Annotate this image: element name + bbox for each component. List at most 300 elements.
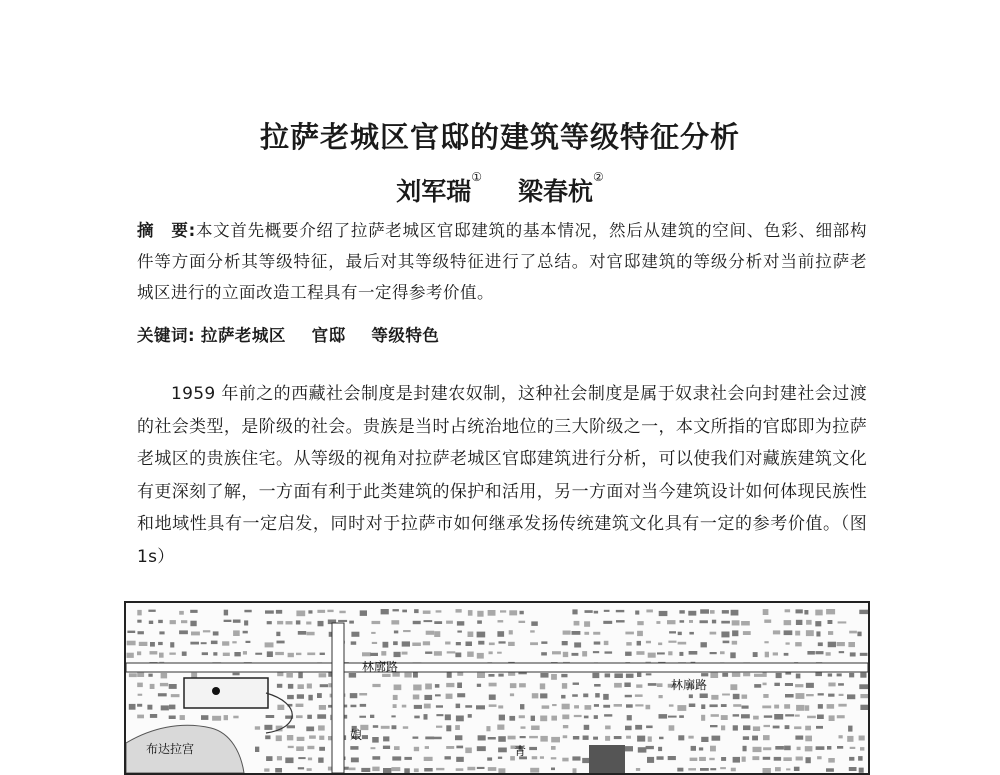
- map-building: [774, 714, 783, 720]
- map-building: [349, 768, 356, 771]
- map-building: [232, 641, 236, 643]
- map-building: [288, 746, 294, 748]
- road-horizontal: [126, 663, 868, 672]
- map-building: [646, 641, 651, 644]
- map-building: [605, 726, 611, 730]
- map-building: [721, 725, 725, 730]
- map-building: [859, 768, 864, 773]
- map-building: [794, 726, 801, 729]
- map-building: [296, 715, 303, 718]
- map-building: [573, 683, 579, 685]
- map-building: [243, 631, 248, 634]
- map-building: [561, 695, 565, 699]
- map-building: [626, 642, 631, 646]
- map-building: [264, 768, 269, 771]
- map-building: [594, 684, 601, 687]
- map-building: [426, 631, 435, 635]
- map-building: [742, 757, 746, 762]
- map-building: [742, 695, 748, 699]
- map-building: [359, 716, 366, 718]
- map-building: [860, 747, 864, 751]
- map-building: [319, 705, 326, 710]
- map-building: [678, 632, 682, 635]
- map-building: [402, 641, 410, 646]
- map-building: [710, 610, 715, 614]
- map-building: [774, 683, 780, 686]
- map-building: [508, 672, 515, 676]
- map-building: [711, 695, 718, 700]
- map-building: [423, 641, 430, 645]
- map-building: [338, 620, 347, 622]
- map-building: [659, 611, 668, 616]
- map-building: [244, 610, 251, 613]
- map-building: [614, 673, 623, 678]
- map-building: [519, 683, 526, 687]
- map-building: [764, 620, 771, 623]
- map-building: [648, 736, 652, 741]
- map-building: [394, 685, 402, 691]
- map-building: [465, 748, 472, 754]
- map-building: [233, 716, 238, 719]
- map-building: [362, 652, 371, 656]
- map-building: [149, 621, 153, 624]
- map-building: [477, 620, 482, 623]
- map-building: [816, 651, 824, 654]
- map-building: [838, 704, 846, 707]
- map-building: [741, 621, 750, 626]
- map-marker-icon: [212, 687, 220, 695]
- map-building: [531, 621, 538, 626]
- map-building: [287, 735, 293, 740]
- map-building: [275, 768, 282, 773]
- map-building: [434, 737, 442, 740]
- map-building: [541, 652, 547, 655]
- map-building: [244, 620, 248, 625]
- map-building: [731, 610, 739, 616]
- map-building: [710, 746, 716, 752]
- map-building: [169, 705, 175, 710]
- map-building: [446, 725, 451, 731]
- map-building: [158, 642, 163, 645]
- map-building: [574, 621, 580, 626]
- map-building: [349, 621, 354, 624]
- map-building: [763, 683, 767, 686]
- map-building: [594, 611, 598, 614]
- map-building: [307, 768, 312, 771]
- map-building: [298, 631, 306, 635]
- map-building: [753, 747, 762, 752]
- map-building: [710, 768, 716, 770]
- map-building: [404, 673, 411, 678]
- map-building: [733, 725, 738, 730]
- map-building: [796, 693, 805, 699]
- map-building: [647, 757, 654, 763]
- map-building: [540, 673, 548, 678]
- map-building: [786, 768, 790, 770]
- map-building: [563, 652, 568, 657]
- map-building: [129, 673, 137, 677]
- map-building: [478, 641, 484, 645]
- map-building: [584, 725, 590, 730]
- map-building: [161, 705, 169, 710]
- map-building: [828, 642, 836, 648]
- map-building: [849, 631, 857, 634]
- map-building: [296, 704, 304, 707]
- map-building: [298, 673, 303, 679]
- map-building: [477, 653, 484, 659]
- map-building: [477, 684, 481, 687]
- map-building: [392, 725, 397, 729]
- map-building: [806, 683, 814, 688]
- map-building: [860, 653, 868, 656]
- map-building: [732, 673, 740, 677]
- map-building: [689, 620, 693, 623]
- map-building: [656, 621, 660, 624]
- map-building: [477, 746, 486, 751]
- map-building: [276, 735, 282, 741]
- map-building: [233, 620, 241, 623]
- map-building: [828, 683, 835, 687]
- map-building: [816, 726, 823, 729]
- map-building: [446, 694, 453, 699]
- map-building: [277, 672, 283, 676]
- map-building: [817, 715, 824, 720]
- map-building: [837, 642, 845, 646]
- map-building: [520, 736, 526, 738]
- map-building: [637, 736, 645, 742]
- map-building: [797, 747, 801, 750]
- map-building: [828, 631, 833, 635]
- map-building: [223, 653, 230, 656]
- map-building: [732, 630, 738, 636]
- map-building: [456, 746, 463, 749]
- map-building: [171, 694, 180, 697]
- map-building: [677, 768, 683, 772]
- map-building: [148, 610, 155, 612]
- map-building: [773, 726, 780, 729]
- map-building: [486, 726, 490, 731]
- map-building: [638, 747, 647, 752]
- map-building: [402, 652, 408, 655]
- map-building: [593, 737, 598, 740]
- map-building: [743, 631, 751, 635]
- map-building: [635, 704, 643, 706]
- map-building: [488, 767, 497, 771]
- map-building: [625, 746, 633, 751]
- map-building: [592, 673, 599, 678]
- author-footnote-mark: ②: [593, 170, 604, 184]
- map-building: [255, 747, 259, 752]
- map-building: [488, 610, 496, 616]
- map-label-vertical: 青: [514, 744, 527, 758]
- map-building: [646, 746, 654, 749]
- map-building: [159, 631, 164, 634]
- map-building: [309, 735, 316, 738]
- map-building: [815, 672, 822, 676]
- map-building: [497, 631, 504, 637]
- map-building: [551, 737, 560, 743]
- map-building: [498, 674, 503, 677]
- map-building: [625, 652, 632, 656]
- map-building: [572, 694, 578, 697]
- map-building: [679, 652, 683, 656]
- map-building: [277, 641, 285, 644]
- map-building: [828, 673, 832, 676]
- map-building: [435, 684, 440, 688]
- map-building: [646, 610, 653, 613]
- map-building: [413, 621, 421, 624]
- map-building: [339, 611, 345, 614]
- map-building: [383, 768, 391, 773]
- map-building: [213, 652, 217, 655]
- map-building: [319, 736, 324, 740]
- map-building: [712, 736, 721, 741]
- map-building: [657, 683, 663, 687]
- map-building: [425, 652, 432, 654]
- map-building: [627, 715, 632, 720]
- map-building: [710, 652, 717, 654]
- map-building: [508, 736, 516, 740]
- map-building: [391, 767, 400, 771]
- map-building: [327, 610, 333, 612]
- map-building: [350, 693, 358, 698]
- map-building: [562, 683, 567, 689]
- map-building: [594, 704, 599, 707]
- map-building: [743, 725, 750, 730]
- map-building: [784, 653, 789, 656]
- map-label-vertical: 娘: [350, 728, 363, 742]
- map-building: [519, 621, 526, 623]
- map-building: [574, 715, 582, 717]
- map-building: [818, 693, 824, 695]
- map-building: [296, 620, 301, 624]
- map-building: [413, 737, 419, 739]
- map-building: [137, 715, 144, 719]
- map-building: [383, 746, 390, 749]
- map-building: [720, 767, 726, 769]
- map-building: [137, 673, 144, 677]
- map-building: [688, 736, 693, 739]
- map-building: [306, 727, 314, 732]
- map-building: [170, 620, 176, 624]
- map-building: [361, 768, 370, 772]
- map-building: [509, 716, 515, 721]
- map-building: [265, 735, 270, 739]
- map-building: [456, 704, 461, 709]
- map-building: [763, 768, 771, 773]
- map-building: [287, 725, 295, 728]
- map-building: [159, 653, 164, 658]
- map-building: [540, 756, 544, 759]
- map-building: [562, 758, 568, 762]
- map-building: [372, 756, 380, 760]
- map-building: [137, 683, 143, 688]
- map-building: [795, 642, 802, 646]
- map-building: [424, 768, 433, 772]
- map-building: [498, 736, 506, 742]
- map-building: [765, 652, 769, 658]
- map-building: [446, 683, 454, 687]
- map-building: [447, 672, 452, 678]
- map-building: [360, 610, 367, 616]
- map-building: [158, 693, 167, 696]
- map-building: [795, 715, 800, 717]
- map-building: [413, 695, 420, 700]
- map-building: [721, 621, 730, 624]
- map-building: [849, 767, 857, 771]
- map-building: [139, 642, 148, 646]
- map-building: [733, 757, 740, 763]
- map-building: [805, 726, 811, 731]
- map-building: [805, 705, 809, 711]
- map-building: [285, 758, 293, 764]
- map-building: [626, 736, 631, 739]
- map-building: [436, 768, 444, 770]
- map-building: [594, 642, 601, 645]
- map-building: [689, 704, 696, 708]
- map-building: [468, 714, 472, 718]
- map-building: [424, 714, 428, 720]
- map-building: [150, 642, 155, 647]
- map-figure: [124, 601, 870, 775]
- map-building: [721, 715, 728, 720]
- map-building: [701, 642, 707, 647]
- map-building: [224, 715, 228, 720]
- map-building: [689, 632, 694, 635]
- map-building: [318, 725, 325, 730]
- map-building: [572, 653, 579, 656]
- map-building: [583, 694, 588, 698]
- map-building: [679, 715, 684, 718]
- map-building: [678, 735, 684, 740]
- map-building: [297, 737, 305, 741]
- map-building: [732, 641, 737, 645]
- map-building: [711, 714, 719, 717]
- map-building: [498, 748, 507, 753]
- map-building: [720, 651, 725, 654]
- abstract-text: 本文首先概要介绍了拉萨老城区官邸建筑的基本情况，然后从建筑的空间、色彩、细部构件等方面分析其等级特征，最后对其等级特征进行了总结。对官邸建筑的等级分析对当前拉萨老城区进行的立面改造工程具有一定得参考价值。: [137, 221, 867, 302]
- map-building: [307, 746, 314, 749]
- map-building: [540, 693, 547, 698]
- map-building: [603, 694, 609, 700]
- map-building: [531, 716, 535, 721]
- map-building: [489, 651, 493, 654]
- map-building: [637, 673, 641, 677]
- map-building: [701, 737, 708, 742]
- map-building: [265, 642, 274, 647]
- map-building: [351, 632, 359, 637]
- map-building: [585, 610, 593, 613]
- map-building: [129, 704, 136, 710]
- map-building: [255, 726, 260, 729]
- map-building: [169, 716, 176, 720]
- map-building: [784, 620, 792, 625]
- map-building: [721, 632, 729, 638]
- map-building: [680, 620, 685, 623]
- keywords-label: 关键词:: [137, 326, 196, 345]
- body-paragraph: 1959 年前之的西藏社会制度是封建农奴制，这种社会制度是属于奴隶社会向封建社会过渡的社会类型，是阶级的社会。贵族是当时占统治地位的三大阶级之一，本文所指的官邸即为拉萨老城区的贵族住宅。从等级的视角对拉萨老城区官邸建筑进行分析，可以使我们对藏族建筑文化有更深刻了解，一方面有利于此类建筑的保护和活用，另一方面对当今建筑设计如何体现民族性和地域性具有一定启发，同时对于拉萨市如何继承发扬传统建筑文化具有一定的参考价值。（图1s）: [137, 384, 867, 567]
- map-building: [563, 735, 568, 738]
- map-building: [457, 672, 463, 676]
- map-building: [636, 651, 644, 655]
- map-building: [700, 609, 709, 613]
- map-building: [688, 768, 696, 770]
- map-building: [213, 631, 219, 635]
- map-building: [180, 715, 185, 720]
- map-building: [646, 705, 651, 710]
- map-building: [296, 746, 304, 751]
- keyword: 拉萨老城区: [200, 326, 286, 345]
- map-building: [319, 747, 325, 751]
- map-building: [659, 714, 668, 719]
- map-building: [414, 768, 419, 772]
- map-building: [603, 705, 610, 708]
- map-building: [775, 746, 784, 750]
- map-building: [773, 630, 780, 634]
- map-building: [849, 673, 854, 678]
- map-building: [497, 725, 504, 730]
- map-building: [827, 746, 831, 750]
- map-building: [646, 673, 652, 675]
- map-building: [530, 768, 539, 773]
- map-building: [508, 642, 515, 646]
- map-building: [730, 684, 737, 690]
- map-building: [561, 674, 567, 677]
- map-building: [573, 736, 579, 740]
- map-building: [731, 768, 736, 772]
- map-building: [372, 737, 379, 743]
- map-building: [298, 684, 304, 689]
- map-building: [447, 651, 456, 653]
- map-building: [127, 641, 136, 646]
- map-building: [859, 684, 868, 689]
- map-building: [498, 768, 505, 773]
- map-building: [372, 767, 379, 772]
- map-building: [148, 674, 152, 677]
- map-building: [648, 653, 656, 658]
- map-building: [298, 767, 304, 769]
- map-building: [320, 684, 328, 687]
- map-building: [138, 694, 143, 696]
- map-building: [138, 631, 144, 634]
- map-building: [308, 695, 312, 701]
- map-building: [668, 651, 672, 655]
- map-building: [371, 632, 375, 634]
- map-building: [594, 715, 598, 719]
- map-building: [826, 768, 834, 772]
- map-building: [848, 726, 852, 732]
- map-building: [246, 641, 251, 643]
- map-building: [860, 705, 868, 710]
- map-building: [677, 705, 686, 711]
- map-building: [636, 768, 640, 771]
- map-building: [414, 747, 419, 751]
- map-building: [700, 620, 708, 623]
- map-building: [436, 705, 443, 707]
- map-building: [277, 705, 284, 710]
- map-building: [169, 653, 175, 655]
- map-building: [763, 747, 771, 750]
- map-building: [794, 767, 800, 771]
- map-building: [572, 609, 577, 614]
- map-building: [669, 725, 675, 730]
- map-building: [201, 642, 207, 644]
- map-building: [574, 705, 579, 708]
- keyword: 等级特色: [371, 326, 440, 345]
- map-label-road: 林廓路: [362, 660, 399, 674]
- map-building: [381, 651, 386, 656]
- map-building: [150, 684, 155, 689]
